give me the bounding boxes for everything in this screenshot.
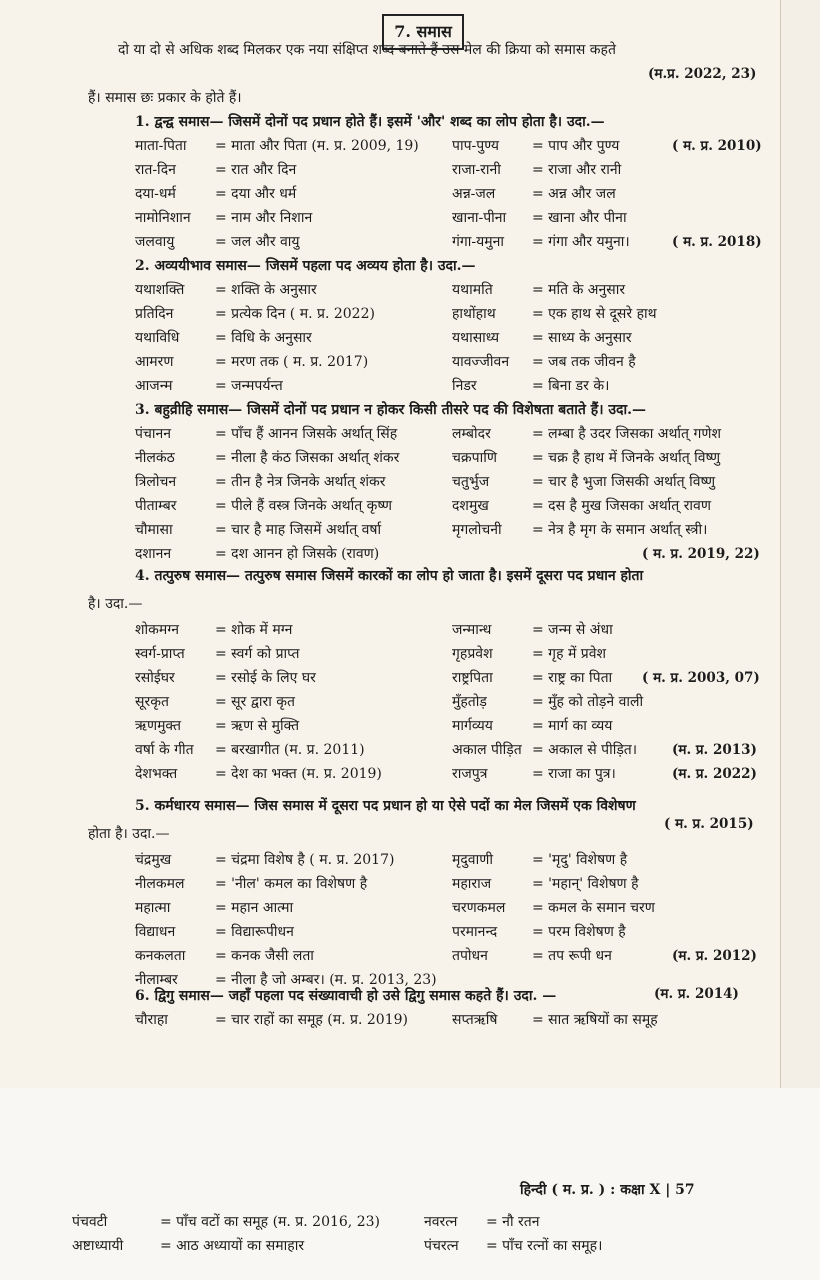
compound-word: मुँहतोड़	[452, 694, 487, 710]
compound-word: पाप-पुण्य	[452, 138, 499, 154]
compound-word: ऋणमुक्त	[135, 718, 181, 734]
compound-meaning: = रसोई के लिए घर	[215, 670, 316, 686]
compound-meaning: = तप रूपी धन	[532, 948, 612, 964]
compound-meaning: = अन्न और जल	[532, 186, 616, 202]
compound-meaning: = नीला है कंठ जिसका अर्थात् शंकर	[215, 450, 400, 466]
intro-reference: (म.प्र. 2022, 23)	[648, 66, 757, 82]
compound-meaning: = स्वर्ग को प्राप्त	[215, 646, 300, 662]
compound-meaning: = साध्य के अनुसार	[532, 330, 632, 346]
compound-meaning: = आठ अध्यायों का समाहार	[160, 1238, 305, 1254]
compound-word: दया-धर्म	[135, 186, 176, 202]
compound-meaning: = राजा का पुत्र।	[532, 766, 616, 782]
section-heading: 1. द्वन्द्व समास— जिसमें दोनों पद प्रधान होते हैं। इसमें 'और' शब्द का लोप होता है। उदा.—	[135, 114, 605, 130]
exam-reference: ( म. प्र. 2019, 22)	[642, 546, 760, 562]
compound-word: तपोधन	[452, 948, 488, 964]
compound-meaning: = कमल के समान चरण	[532, 900, 655, 916]
compound-word: अष्टाध्यायी	[72, 1238, 124, 1254]
compound-word: अन्न-जल	[452, 186, 496, 202]
compound-word: मार्गव्यय	[452, 718, 493, 734]
compound-word: हाथोंहाथ	[452, 306, 496, 322]
section-heading-reference: ( म. प्र. 2015)	[664, 816, 754, 832]
compound-meaning: = पाँच रत्नों का समूह।	[486, 1238, 603, 1254]
compound-word: पंचवटी	[72, 1214, 108, 1230]
compound-word: परमानन्द	[452, 924, 498, 940]
compound-word: प्रतिदिन	[135, 306, 174, 322]
exam-reference: ( म. प्र. 2003, 07)	[642, 670, 760, 686]
compound-meaning: = ऋण से मुक्ति	[215, 718, 300, 734]
section-heading: 2. अव्ययीभाव समास— जिसमें पहला पद अव्यय होता है। उदा.—	[135, 258, 476, 274]
compound-meaning: = मार्ग का व्यय	[532, 718, 613, 734]
compound-meaning: = विधि के अनुसार	[215, 330, 312, 346]
compound-word: पंचानन	[135, 426, 172, 442]
compound-word: विद्याधन	[135, 924, 176, 940]
compound-word: रात-दिन	[135, 162, 176, 178]
next-page-strip	[0, 1088, 820, 1280]
compound-meaning: = सूर द्वारा कृत	[215, 694, 296, 710]
section-heading-continued: होता है। उदा.—	[88, 826, 170, 842]
compound-meaning: = गृह में प्रवेश	[532, 646, 607, 662]
compound-word: दशमुख	[452, 498, 489, 514]
compound-word: शोकमग्न	[135, 622, 179, 638]
compound-word: जलवायु	[135, 234, 175, 250]
compound-meaning: = जन्म से अंधा	[532, 622, 613, 638]
compound-meaning: = माता और पिता (म. प्र. 2009, 19)	[215, 138, 419, 154]
compound-word: देशभक्त	[135, 766, 178, 782]
compound-word: खाना-पीना	[452, 210, 507, 226]
section-heading: 5. कर्मधारय समास— जिस समास में दूसरा पद प्रधान हो या ऐसे पदों का मेल जिसमें एक विशेषण	[135, 798, 636, 814]
compound-meaning: = चक्र है हाथ में जिनके अर्थात् विष्णु	[532, 450, 721, 466]
compound-meaning: = जल और वायु	[215, 234, 300, 250]
compound-word: कनकलता	[135, 948, 186, 964]
compound-word: आमरण	[135, 354, 174, 370]
compound-word: चतुर्भुज	[452, 474, 490, 490]
compound-word: चरणकमल	[452, 900, 506, 916]
compound-word: मृदुवाणी	[452, 852, 493, 868]
compound-word: राष्ट्रपिता	[452, 670, 493, 686]
section-heading: 3. बहुव्रीहि समास— जिसमें दोनों पद प्रधान न होकर किसी तीसरे पद की विशेषता बताते हैं। उदा.—	[135, 402, 646, 418]
compound-meaning: = खाना और पीना	[532, 210, 627, 226]
compound-word: लम्बोदर	[452, 426, 491, 442]
section-heading-continued: है। उदा.—	[88, 596, 143, 612]
compound-word: नीलकमल	[135, 876, 185, 892]
exam-reference: (म. प्र. 2012)	[672, 948, 757, 964]
compound-meaning: = एक हाथ से दूसरे हाथ	[532, 306, 657, 322]
compound-meaning: = प्रत्येक दिन ( म. प्र. 2022)	[215, 306, 375, 322]
compound-meaning: = पीले हैं वस्त्र जिनके अर्थात् कृष्ण	[215, 498, 393, 514]
compound-meaning: = जन्मपर्यन्त	[215, 378, 283, 394]
compound-meaning: = पाप और पुण्य	[532, 138, 620, 154]
compound-word: आजन्म	[135, 378, 173, 394]
compound-meaning: = तीन है नेत्र जिनके अर्थात् शंकर	[215, 474, 386, 490]
compound-word: नवरत्न	[424, 1214, 458, 1230]
compound-meaning: = चार राहों का समूह (म. प्र. 2019)	[215, 1012, 408, 1028]
compound-meaning: = नेत्र है मृग के समान अर्थात् स्त्री।	[532, 522, 708, 538]
compound-word: चंद्रमुख	[135, 852, 172, 868]
page-footer-label: हिन्दी ( म. प्र. ) : कक्षा X | 57	[520, 1182, 695, 1198]
compound-meaning: = लम्बा है उदर जिसका अर्थात् गणेश	[532, 426, 721, 442]
compound-word: यथाविधि	[135, 330, 180, 346]
compound-word: वर्षा के गीत	[135, 742, 194, 758]
compound-word: रसोईघर	[135, 670, 175, 686]
compound-word: यावज्जीवन	[452, 354, 510, 370]
compound-word: गंगा-यमुना	[452, 234, 505, 250]
compound-meaning: = परम विशेषण है	[532, 924, 626, 940]
compound-word: नीलकंठ	[135, 450, 175, 466]
compound-meaning: = चार है माह जिसमें अर्थात् वर्षा	[215, 522, 382, 538]
compound-meaning: = जब तक जीवन है	[532, 354, 636, 370]
compound-word: यथाशक्ति	[135, 282, 185, 298]
compound-meaning: = 'महान्' विशेषण है	[532, 876, 639, 892]
compound-meaning: = पाँच वटों का समूह (म. प्र. 2016, 23)	[160, 1214, 380, 1230]
compound-word: यथामति	[452, 282, 493, 298]
compound-word: मृगलोचनी	[452, 522, 502, 538]
compound-word: निडर	[452, 378, 477, 394]
compound-meaning: = मति के अनुसार	[532, 282, 626, 298]
compound-word: अकाल पीड़ित	[452, 742, 522, 758]
compound-word: स्वर्ग-प्राप्त	[135, 646, 185, 662]
compound-meaning: = नीला है जो अम्बर। (म. प्र. 2013, 23)	[215, 972, 437, 988]
compound-word: चक्रपाणि	[452, 450, 497, 466]
exam-reference: ( म. प्र. 2010)	[672, 138, 762, 154]
section-heading: 6. द्विगु समास— जहाँ पहला पद संख्यावाची हो उसे द्विगु समास कहते हैं। उदा. —	[135, 988, 557, 1004]
compound-meaning: = चार है भुजा जिसकी अर्थात् विष्णु	[532, 474, 716, 490]
compound-meaning: = दस है मुख जिसका अर्थात् रावण	[532, 498, 711, 514]
compound-meaning: = विद्यारूपीधन	[215, 924, 294, 940]
compound-meaning: = शोक में मग्न	[215, 622, 293, 638]
compound-word: त्रिलोचन	[135, 474, 177, 490]
section-heading-reference: (म. प्र. 2014)	[654, 986, 739, 1002]
compound-meaning: = पाँच हैं आनन जिसके अर्थात् सिंह	[215, 426, 398, 442]
compound-word: यथासाध्य	[452, 330, 500, 346]
compound-meaning: = राजा और रानी	[532, 162, 622, 178]
compound-word: पीताम्बर	[135, 498, 177, 514]
compound-word: चौमासा	[135, 522, 173, 538]
compound-meaning: = महान आत्मा	[215, 900, 294, 916]
section-heading: 4. तत्पुरुष समास— तत्पुरुष समास जिसमें कारकों का लोप हो जाता है। इसमें दूसरा पद प्रधान होता	[135, 568, 644, 584]
compound-word: सूरकृत	[135, 694, 169, 710]
compound-word: गृहप्रवेश	[452, 646, 493, 662]
exam-reference: ( म. प्र. 2018)	[672, 234, 762, 250]
compound-word: माता-पिता	[135, 138, 187, 154]
compound-word: पंचरत्न	[424, 1238, 459, 1254]
compound-meaning: = कनक जैसी लता	[215, 948, 314, 964]
compound-word: राजा-रानी	[452, 162, 501, 178]
compound-word: सप्तऋषि	[452, 1012, 498, 1028]
compound-meaning: = नौ रतन	[486, 1214, 540, 1230]
compound-meaning: = बरखागीत (म. प्र. 2011)	[215, 742, 365, 758]
compound-meaning: = सात ऋषियों का समूह	[532, 1012, 658, 1028]
compound-meaning: = राष्ट्र का पिता	[532, 670, 613, 686]
compound-meaning: = गंगा और यमुना।	[532, 234, 630, 250]
compound-word: दशानन	[135, 546, 172, 562]
compound-word: राजपुत्र	[452, 766, 488, 782]
compound-word: महात्मा	[135, 900, 171, 916]
compound-word: नीलाम्बर	[135, 972, 178, 988]
exam-reference: (म. प्र. 2013)	[672, 742, 757, 758]
compound-meaning: = नाम और निशान	[215, 210, 313, 226]
compound-meaning: = बिना डर के।	[532, 378, 610, 394]
intro-line-1: दो या दो से अधिक शब्द मिलकर एक नया संक्षिप्त शब्द बनाते हैं उस मेल की क्रिया को समास कहते	[118, 42, 616, 58]
compound-meaning: = दश आनन हो जिसके (रावण)	[215, 546, 380, 562]
intro-line-2: हैं। समास छः प्रकार के होते हैं।	[88, 90, 242, 106]
compound-meaning: = अकाल से पीड़ित।	[532, 742, 638, 758]
compound-meaning: = चंद्रमा विशेष है ( म. प्र. 2017)	[215, 852, 395, 868]
compound-word: जन्मान्ध	[452, 622, 492, 638]
compound-word: चौराहा	[135, 1012, 168, 1028]
compound-meaning: = देश का भक्त (म. प्र. 2019)	[215, 766, 382, 782]
compound-meaning: = रात और दिन	[215, 162, 297, 178]
compound-meaning: = 'मृदु' विशेषण है	[532, 852, 628, 868]
exam-reference: (म. प्र. 2022)	[672, 766, 757, 782]
chapter-title: 7. समास	[382, 14, 464, 50]
compound-meaning: = दया और धर्म	[215, 186, 297, 202]
compound-meaning: = मरण तक ( म. प्र. 2017)	[215, 354, 369, 370]
compound-meaning: = शक्ति के अनुसार	[215, 282, 317, 298]
compound-word: नामोनिशान	[135, 210, 191, 226]
compound-word: महाराज	[452, 876, 492, 892]
compound-meaning: = मुँह को तोड़ने वाली	[532, 694, 644, 710]
compound-meaning: = 'नील' कमल का विशेषण है	[215, 876, 368, 892]
